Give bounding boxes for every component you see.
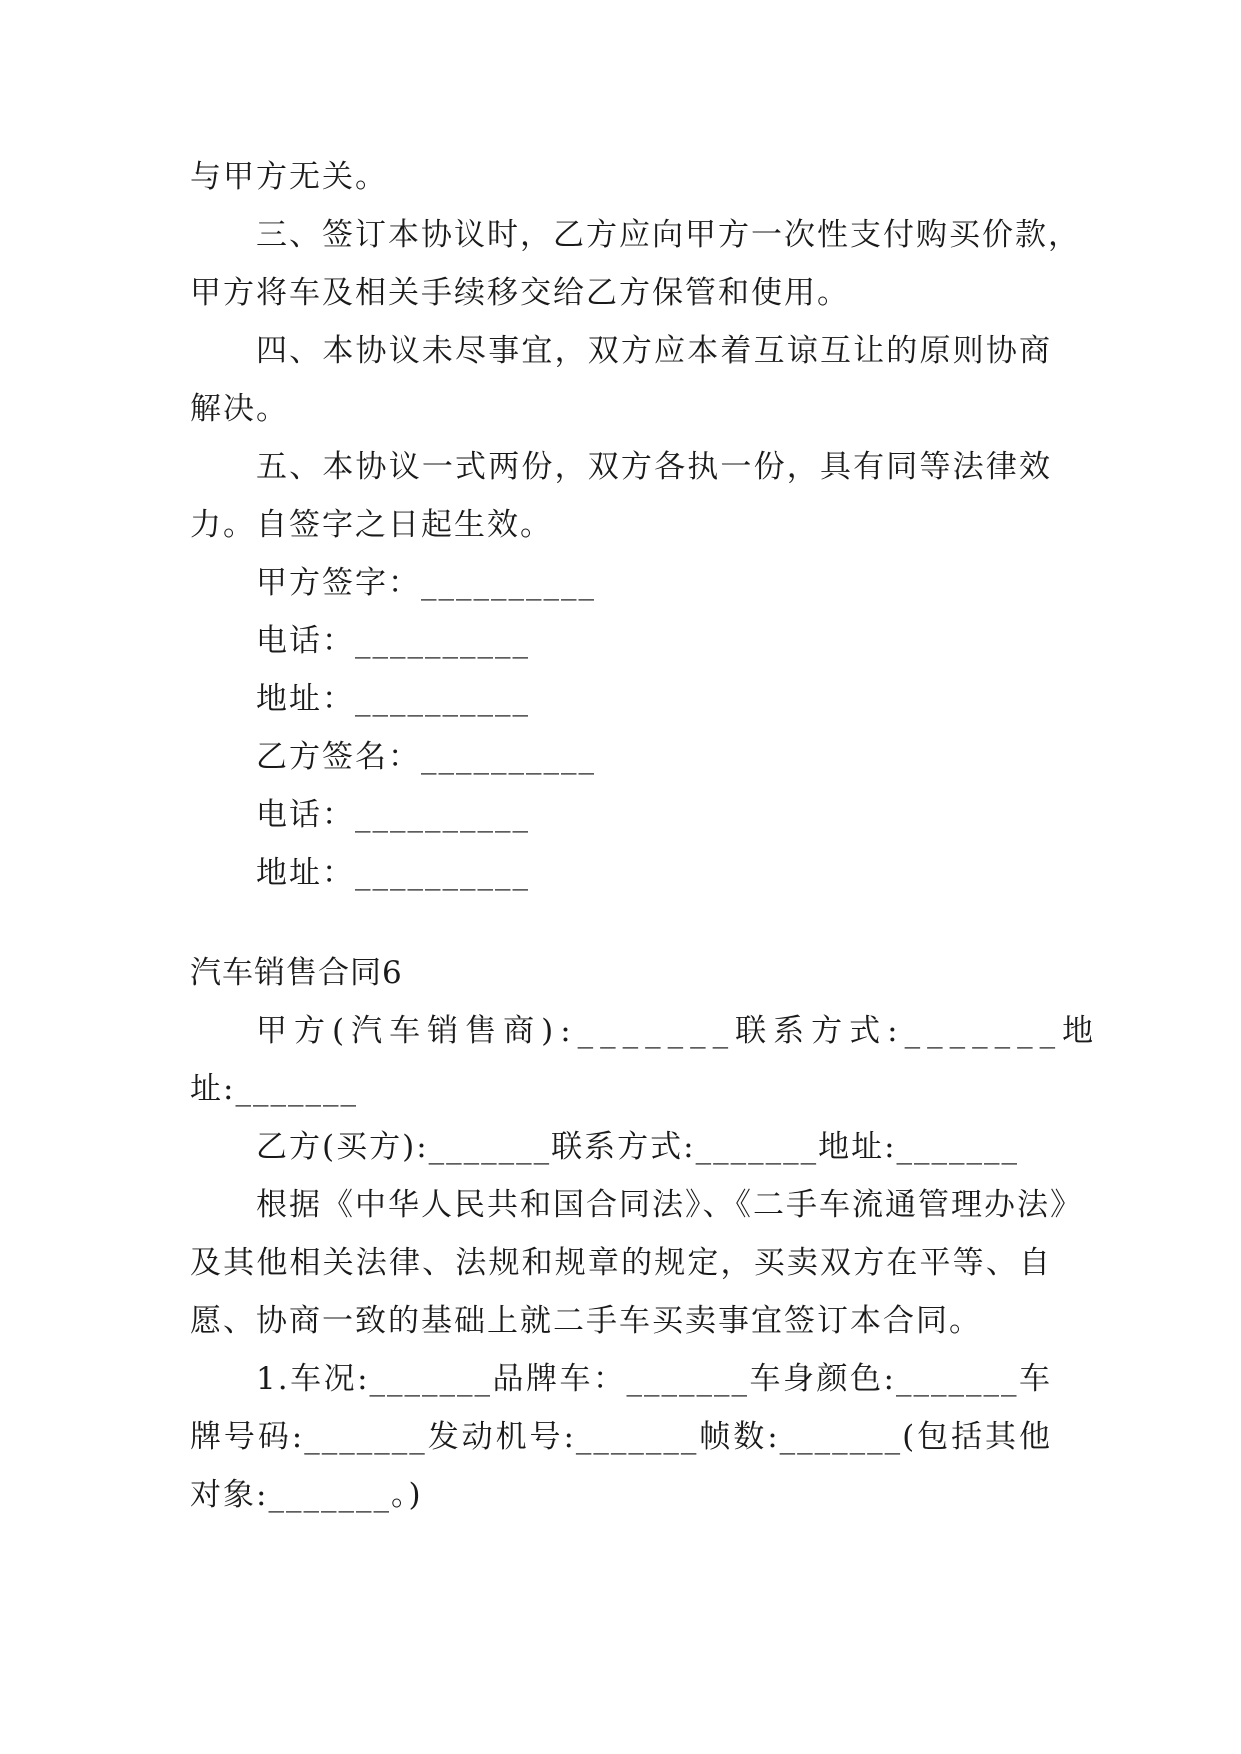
signature-line-party-b: 乙方签名：__________ xyxy=(256,739,596,775)
section-gap xyxy=(190,902,1052,944)
address-line-party-a: 地址：__________ xyxy=(256,681,530,717)
text-line: 三、签订本协议时，乙方应向甲方一次性支付购买价款， xyxy=(256,217,1081,253)
document-page xyxy=(190,148,1101,1524)
text-block-before xyxy=(190,148,1081,902)
text-line: 愿、协商一致的基础上就二手车买卖事宜签订本合同。 xyxy=(190,1303,982,1339)
text-line: 五、本协议一式两份，双方各执一份，具有同等法律效 xyxy=(256,449,1052,485)
text-block-after xyxy=(190,1002,1101,1524)
text-line: 甲方将车及相关手续移交给乙方保管和使用。 xyxy=(190,275,850,311)
vehicle-condition-line: 1.车况:_______品牌车：_______车身颜色:_______车 xyxy=(256,1361,1052,1397)
text-line: 解决。 xyxy=(190,391,289,427)
text-line: 四、本协议未尽事宜，双方应本着互谅互让的原则协商 xyxy=(256,333,1052,369)
section-title: 汽车销售合同6 xyxy=(190,955,403,991)
text-line: 与甲方无关。 xyxy=(190,159,388,195)
party-a-address-line: 址:_______ xyxy=(190,1071,358,1107)
phone-line-party-a: 电话：__________ xyxy=(256,623,530,659)
party-b-info-line: 乙方(买方):_______联系方式:_______地址:_______ xyxy=(256,1129,1020,1165)
text-line: 及其他相关法律、法规和规章的规定，买卖双方在平等、自 xyxy=(190,1245,1052,1281)
phone-line-party-b: 电话：__________ xyxy=(256,797,530,833)
text-line: 力。自签字之日起生效。 xyxy=(190,507,553,543)
address-line-party-b: 地址：__________ xyxy=(256,855,530,891)
text-line: 根据《中华人民共和国合同法》、《二手车流通管理办法》 xyxy=(256,1187,1083,1223)
signature-line-party-a: 甲方签字：__________ xyxy=(256,565,596,601)
party-a-info-line: 甲方(汽车销售商):_______联系方式:_______地 xyxy=(256,1013,1101,1049)
vehicle-details-line: 牌号码:_______发动机号:_______帧数:_______(包括其他 xyxy=(190,1419,1052,1455)
vehicle-objects-line: 对象:_______。) xyxy=(190,1477,423,1513)
